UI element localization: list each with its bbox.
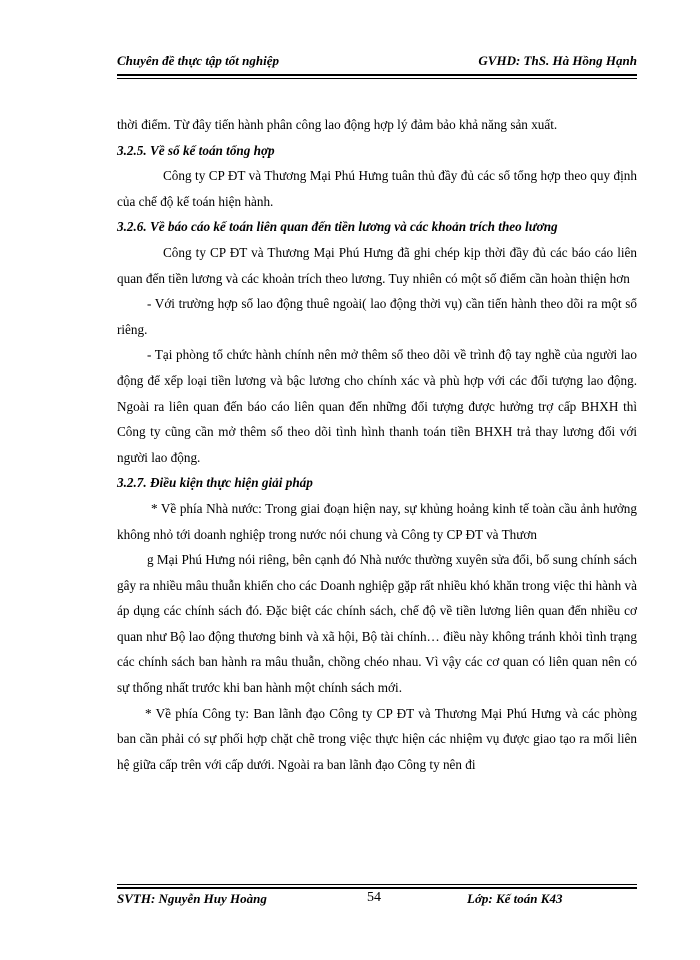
paragraph: g Mại Phú Hưng nói riêng, bên cạnh đó Nhà nước thường xuyên sửa đổi, bổ sung chính sách gây ra nhiều mâu thuẫn khiến cho các Doanh nghiệp gặp rất nhiều khó khăn trong việc thi hành và áp dụng các chính sách đó. Đặc biệt các chính sách, chế độ về tiền lương liên quan đến nhiều cơ quan như Bộ lao động thương binh và xã hội, Bộ tài chính… điều này không tránh khỏi tình trạng các chính sách ban hành ra mâu thuẫn, chồng chéo nhau. Vì vậy các cơ quan có liên quan nên có sự thống nhất trước khi ban hành một chính sách mới. [117,552,637,696]
header-supervisor: GVHD: ThS. Hà Hồng Hạnh [478,53,637,68]
header-rule-thin [117,78,637,79]
section-heading-326: 3.2.6. Về báo cáo kế toán liên quan đến tiền lương và các khoản trích theo lương [117,219,558,235]
page-header [117,53,637,73]
footer-rule-thick [117,887,637,889]
footer-student: SVTH: Nguyễn Huy Hoàng [117,891,267,906]
footer-rule-thin [117,884,637,885]
paragraph: Công ty CP ĐT và Thương Mại Phú Hưng tuân thủ đầy đủ các sổ tổng hợp theo quy định của chế độ kế toán hiện hành. [117,168,637,209]
bullet-paragraph: - Với trường hợp số lao động thuê ngoài( lao động thời vụ) cần tiến hành theo dõi ra một sổ riêng. [117,296,637,337]
paragraph: Công ty CP ĐT và Thương Mại Phú Hưng đã ghi chép kịp thời đầy đủ các báo cáo liên quan đến tiền lương và các khoản trích theo lương. Tuy nhiên có một số điểm cần hoàn thiện hơn [117,244,637,286]
header-title: Chuyên đề thực tập tốt nghiệp [117,53,279,68]
bullet-paragraph: - Tại phòng tổ chức hành chính nên mở thêm sổ theo dõi về trình độ tay nghề của người lao động để xếp loại tiền lương và bậc lương cho chính xác và phù hợp với các đối tượng lao động. Ngoài ra liên quan đến báo cáo liên quan đến những đối tượng được hưởng trợ cấp BHXH thì Công ty cũng cần mở thêm sổ theo dõi tình hình thanh toán tiền BHXH trả thay lương đối với người lao động. [117,347,637,465]
header-rule-thick [117,74,637,76]
page-body [117,112,637,777]
section-heading-327: 3.2.7. Điều kiện thực hiện giải pháp [117,475,313,491]
section-heading-325: 3.2.5. Về sổ kế toán tổng hợp [117,142,275,158]
paragraph: * Về phía Công ty: Ban lãnh đạo Công ty CP ĐT và Thương Mại Phú Hưng và các phòng ban cần phải có sự phối hợp chặt chẽ trong việc thực hiện các nhiệm vụ được giao tạo ra mối liên hệ giữa cấp trên với cấp dưới. Ngoài ra ban lãnh đạo Công ty nên đi [117,705,637,772]
paragraph: * Về phía Nhà nước: Trong giai đoạn hiện nay, sự khủng hoảng kinh tế toàn cầu ảnh hưởng không nhỏ tới doanh nghiệp trong nước nói chung và Công ty CP ĐT và Thươn [117,500,637,542]
paragraph-continuation: thời điểm. Từ đây tiến hành phân công lao động hợp lý đảm bảo khả năng sản xuất. [117,117,558,132]
page-footer [117,891,637,911]
footer-class: Lớp: Kế toán K43 [467,891,563,906]
page-number: 54 [367,890,381,905]
